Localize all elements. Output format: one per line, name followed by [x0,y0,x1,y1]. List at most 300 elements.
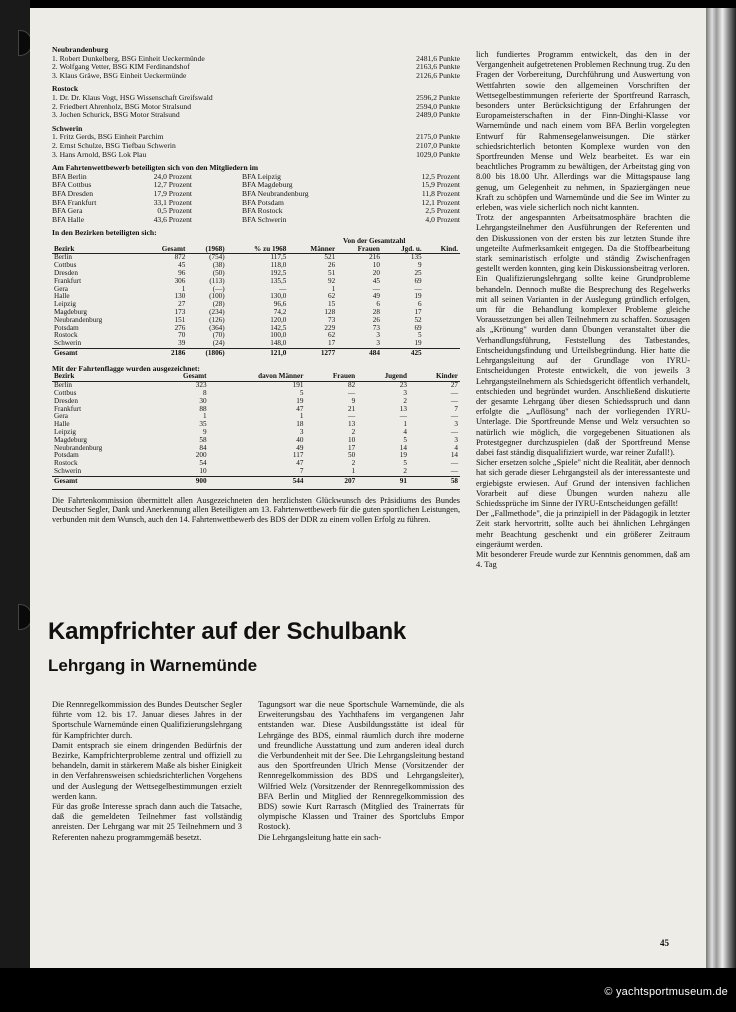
table-cell: 26 [372,315,380,324]
table-cell: — [347,389,356,398]
total-cell: 900 [154,476,208,485]
total-row [52,349,460,358]
results-section [52,46,460,533]
table-row [52,437,460,445]
table-cell: 521 [324,253,336,262]
result-points: 2175,0 Punkte [416,132,460,142]
table-cell: 35 [199,420,207,429]
table-cell: 128 [324,308,336,317]
table-cell: 9 [418,261,422,270]
bfa-name: BFA Schwerin [242,214,287,224]
table-cell: 142,5 [270,323,287,332]
table-cell [424,262,460,270]
table-cell: 19 [399,451,407,460]
bfa-name: BFA Potsdam [242,197,284,207]
column-header: davon Männer [209,373,306,381]
total-cell [424,349,460,358]
bfa-percent: 2,5 Prozent [425,206,460,216]
table-row [52,460,460,468]
total-row [52,476,460,485]
result-points: 2594,0 Punkte [416,101,460,111]
table-row [52,293,460,301]
table-cell: 323 [195,381,207,390]
bfa-participation-list [52,173,460,225]
table-cell: Frankfurt [54,404,82,413]
total-cell: 425 [382,349,424,358]
total-cell: 207 [305,476,357,485]
table-cell: Schwerin [54,466,82,475]
result-points: 2596,2 Punkte [416,92,460,102]
table-cell: 62 [328,292,336,301]
table-cell: (24) [212,339,225,348]
bfa-percent: 11,8 Prozent [421,188,460,198]
total-cell: 2186 [141,349,188,358]
table-cell [424,270,460,278]
table-cell: 3 [299,428,304,436]
result-points: 1029,0 Punkte [416,149,460,159]
table-row [52,382,460,390]
table-cell: 3 [454,435,458,444]
table-cell: 39 [178,339,186,348]
table-cell: (38) [212,261,225,270]
table-cell [424,325,460,333]
table-cell [424,278,460,286]
table-row [52,325,460,333]
bfa-name: BFA Rostock [242,206,283,216]
table-cell: Rostock [54,459,78,468]
result-points: 2163,6 Punkte [416,62,460,72]
table-cell [424,317,460,325]
bfa-title: Am Fahrtenwettbewerb beteiligten sich von den Mitgliedern im [52,163,259,173]
total-cell: 544 [209,476,306,485]
table-cell: 13 [399,404,407,413]
table-cell: (126) [209,315,225,324]
spacer [192,216,242,225]
bfa-row [52,216,460,225]
table-cell [424,301,460,309]
table-cell: 45 [178,261,186,270]
table-cell: 49 [296,443,304,452]
column-header: Frauen [337,246,382,254]
table-cell: 51 [328,269,336,278]
table-cell [424,332,460,340]
table-cell: Leipzig [54,428,76,436]
result-name: 3. Klaus Gräwe, BSG Einheit Ueckermünde [52,70,187,80]
result-points: 2107,0 Punkte [416,140,460,150]
table-cell: 69 [414,323,422,332]
table-cell: 27 [178,300,186,309]
table-cell: 84 [199,443,207,452]
table-cell: 7 [299,466,304,475]
table-cell: 9 [202,428,207,436]
column-header: (1968) [187,246,226,254]
table-cell: — [279,284,287,293]
result-name: 3. Jochen Schurick, BSG Motor Stralsund [52,110,180,120]
table-cell: 151 [174,315,186,324]
result-name: 1. Robert Dunkelberg, BSG Einheit Ueckermünde [52,53,205,63]
result-points: 2126,6 Punkte [416,70,460,80]
table-cell: — [450,396,458,405]
table-cell: 5 [403,459,407,468]
bfa-percent: 12,7 Prozent [153,180,192,190]
table-cell: 3 [376,339,380,348]
table-cell: (754) [209,253,225,262]
result-points: 2481,6 Punkte [416,53,460,63]
bfa-name: BFA Halle [52,214,85,224]
table-cell: 82 [347,381,356,390]
table-row [52,445,460,453]
table-rule [52,489,460,490]
table1-superheader: Von der Gesamtzahl [343,236,406,245]
bfa-percent: 12,1 Prozent [421,197,460,207]
table-cell: 47 [296,459,304,468]
table-row [52,429,460,437]
bfa-percent: 15,9 Prozent [421,180,460,190]
column-header: Männer [288,246,337,254]
paragraph: Trotz der angespannten Arbeitsatmosphäre brachten die Lehrgangsteilnehmer den Ausführungen der Referenten und den Diskussionen von der ersten bis zur letzten Stunde ihre ungeteilte Aufmerksamkeit entgegen. Da die Stoffbearbeitung stark seminaristisch erfolgte und ständig Zwischenfragen gestellt werden konnten, ging kein Diskussionsbeitrag verloren. [476,213,690,274]
table-cell: 5 [299,389,304,398]
column-header: Jgd. u. [382,246,424,254]
column-header: Bezirk [52,246,141,254]
column-header: % zu 1968 [227,246,289,254]
table-cell: 17 [328,339,336,348]
table-row [52,421,460,429]
bfa-percent: 17,9 Prozent [153,188,192,198]
table-cell: 88 [199,404,207,413]
table-cell: Neubrandenburg [54,443,103,452]
bfa-name: BFA Frankfurt [52,197,97,207]
table-row [52,254,460,262]
paragraph: Für das große Interesse sprach dann auch die Tatsache, daß die gemeldeten Teilnehmer fast vollständig anreisten. Der Lehrgang war mit 25 Teilnehmern und 3 Referenten nahezu programmgemäß besetzt. [52,802,242,842]
spacer [192,190,242,199]
table-cell: 45 [372,276,380,285]
paragraph: Der „Fallmethode", die ja prinzipiell in der Pädagogik in letzter Zeit stark hervortritt, sollte auch bei ähnlichen Lehrgängen mehr Beachtung geschenkt und ein größerer Zeitraum eingeräumt werden. [476,509,690,549]
table-cell: Berlin [54,381,72,390]
total-cell: Gesamt [52,349,141,358]
column-header: Bezirk [52,373,154,381]
paragraph: lich fundiertes Programm entwickelt, das den in der Vergangenheit aufgetretenen Problemen Rechnung trug. Zu den Fragen der Vorbereitung, Durchführung und Auswertung von Wettfahrten sowie den allgemeinen Vorschriften der Wettsegelbestimmungen referierte der Sportfreund Rarrasch, besonders unter Berücksichtigung der Erfahrungen der Europameisterschaften in der Finn-Dinghi-Klasse vor Warnemünde und nach einem vom BFA Berlin vorgelegten Entwurf für Rahmensegelanweisungen. Die stärker schiedsrichterlich betonten Komplexe wurden von den Sportfreunden Mense und Welz bearbeitet. Es war ein beachtliches Programm zu bewältigen, der Arbeitstag ging von 8.00 bis 18.00 Uhr. Allerdings war die Mittagspause lang genug, um Gelegenheit zu nehmen, in Spaziergängen neue Kraft zu schöpfen und Warnemünde und die See im Winter zu erleben, was viele sicherlich noch nicht kannten. [476,50,690,213]
column-header: Gesamt [141,246,188,254]
table-cell: 3 [403,389,407,398]
table-cell: 173 [174,308,186,317]
table-cell: Potsdam [54,451,79,460]
table-cell: 8 [202,389,207,398]
table-cell: Magdeburg [54,308,88,317]
table-cell: Leipzig [54,300,76,309]
table-cell: 73 [372,323,380,332]
table-cell: 148,0 [270,339,287,348]
table-cell: 52 [414,315,422,324]
table-cell: Magdeburg [54,435,88,444]
table-cell: — [450,412,458,421]
closing-paragraph: Die Fahrtenkommission übermittelt allen Ausgezeichneten den herzlichsten Glückwunsch des Präsidiums des Bundes Deutscher Segler, Dank und Anerkennung allen Beteiligten am 13. Fahrtenwettbewerb für die guten sportlichen Leistungen, verbunden mit dem Wunsch, auch den 14. Fahrtenwettbewerb des BDS der DDR zu einem vollen Erfolg zu führen. [52,495,460,524]
table-cell: (70) [212,331,225,340]
result-points: 2489,0 Punkte [416,110,460,120]
district-title: Neubrandenburg [52,45,109,54]
table-cell: 26 [328,261,336,270]
table-cell: 14 [450,451,458,460]
table-cell: 96,6 [273,300,287,309]
table-cell: 2 [351,459,356,468]
result-row [52,151,460,160]
bfa-name: BFA Gera [52,206,83,216]
column-header: Frauen [305,373,357,381]
column-header: Jugend [357,373,409,381]
table-cell: 5 [418,331,422,340]
table-cell: 40 [296,435,304,444]
table-cell: 10 [347,435,356,444]
table-cell: 306 [174,276,186,285]
table-cell: (113) [209,276,225,285]
table-row [52,309,460,317]
table-row [52,340,460,348]
column-header: Gesamt [154,373,208,381]
paragraph: Sicher ersetzen solche „Spiele" nicht die Realität, aber dennoch hat sich gerade dieser Lehrgangsteil als der interessanteste und ergiebigste erwiesen. Auf Grund der intensiven fachlichen Vorarbeit auf diese Übungen wurden nahezu alle Schiedssprüche im Sinne der IYRU-Entscheidungen gefällt! [476,458,690,508]
table-cell: 30 [199,396,207,405]
copyright-credit: © yachtsportmuseum.de [604,986,728,998]
table-cell: (100) [209,292,225,301]
table-cell: (364) [209,323,225,332]
table-cell: Halle [54,420,70,429]
flag-awards-table [52,373,460,485]
right-column-text [476,50,690,570]
table-cell: Gera [54,284,68,293]
table-cell: 19 [296,396,304,405]
table-cell: 118,0 [270,261,287,270]
districts-table [52,238,460,358]
bfa-name: BFA Leipzig [242,171,281,181]
table-cell: Dresden [54,269,78,278]
table-cell: 100,0 [270,331,287,340]
table-cell: 50 [347,451,356,460]
table-cell: 17 [347,443,356,452]
total-cell: 484 [337,349,382,358]
result-name: 2. Ernst Schulze, BSG Tiefbau Schwerin [52,140,176,150]
table-row [52,317,460,325]
table-cell: Schwerin [54,339,82,348]
table-cell: 20 [372,269,380,278]
table-row [52,413,460,421]
table-cell: — [450,466,458,475]
table-cell: Neubrandenburg [54,315,103,324]
table-cell: 3 [454,420,458,429]
table-cell: 192,5 [270,269,287,278]
table-cell: 872 [174,253,186,262]
table-cell: — [414,284,422,293]
total-cell: 58 [409,476,460,485]
table-row [52,301,460,309]
result-row [52,111,460,120]
table-cell: 25 [414,269,422,278]
table-row [52,332,460,340]
table-cell: 10 [372,261,380,270]
result-name: 2. Friedbert Ahrenholz, BSG Motor Stralsund [52,101,191,111]
table-cell: Frankfurt [54,276,82,285]
table-cell: 2 [403,466,407,475]
bfa-name: BFA Cottbus [52,180,92,190]
table-cell: 15 [328,300,336,309]
table-row [52,398,460,406]
table-cell: Rostock [54,331,78,340]
table-cell: 191 [292,381,304,390]
table-cell: (28) [212,300,225,309]
district-title: Rostock [52,84,79,94]
table-cell: 73 [328,315,336,324]
table-cell: 19 [414,339,422,348]
table-cell: 2 [351,428,356,436]
table-cell: 276 [174,323,186,332]
table-cell: 117,5 [270,253,287,262]
result-name: 1. Fritz Gerds, BSG Einheit Parchim [52,132,164,142]
table-cell: — [372,284,380,293]
table-cell [424,254,460,262]
table-cell: 13 [347,420,356,429]
table-cell: 1 [403,420,407,429]
table-cell [424,286,460,294]
table-cell: 54 [199,459,207,468]
paragraph: Die Rennregelkommission des Bundes Deutscher Segler führte vom 12. bis 17. Januar dieses Jahres in der Sportschule Warnemünde einen Qualifizierungslehrgang für Kampfrichter durch. [52,700,242,740]
table-cell: 120,0 [270,315,287,324]
magazine-page [30,8,706,968]
table-cell: 21 [347,404,356,413]
table-cell: 130,0 [270,292,287,301]
table-row [52,452,460,460]
table-cell: 1 [351,466,356,475]
table1-title: In den Bezirken beteiligten sich: [52,228,157,238]
page-number: 45 [660,938,669,948]
table-cell: 18 [296,420,304,429]
table-cell: 135 [410,253,422,262]
table-cell: 62 [328,331,336,340]
table-cell [424,340,460,348]
table-cell: 74,2 [273,308,287,317]
table-cell: 69 [414,276,422,285]
district-title: Schwerin [52,123,83,133]
table-cell: 2 [403,396,407,405]
column-header: Kinder [409,373,460,381]
result-name: 3. Hans Arnold, BSG Lok Plau [52,149,147,159]
table-cell: 7 [454,404,458,413]
table-cell: 4 [454,443,458,452]
paragraph: Damit entsprach sie einem dringenden Bedürfnis der Bezirke, Kampfrichterprobleme zentral und offiziell zu behandeln, damit in stärkerem Maße als bisher Einigkeit in den Verfahrensweisen schiedsrichterlichen Vorgehens und der Auslegung der Wettsegelbestimmungen erzielt werden kann. [52,740,242,801]
book-spine [0,0,30,1012]
article-headline: Kampfrichter auf der Schulbank [48,618,407,645]
table-cell: 14 [399,443,407,452]
table-cell: — [450,459,458,468]
table-cell: 6 [376,300,380,309]
table-cell: — [399,412,407,421]
table-cell: 92 [328,276,336,285]
table-cell: 1 [299,412,304,421]
table-cell: — [450,428,458,436]
bfa-percent: 0,5 Prozent [157,206,192,216]
article-column-2 [258,700,464,843]
table-row [52,406,460,414]
table-cell: 130 [174,292,186,301]
table-cell: (—) [212,284,225,293]
table-cell: 6 [418,300,422,309]
bfa-percent: 4,0 Prozent [425,214,460,224]
table-cell: 3 [376,331,380,340]
spacer [192,199,242,208]
paragraph: Die Lehrgangsleitung hatte ein sach- [258,832,382,842]
table-cell: (234) [209,308,225,317]
column-header: Kind. [424,246,460,254]
table-cell: Gera [54,412,68,421]
table-cell: 47 [296,404,304,413]
table-cell: 17 [414,308,422,317]
table-cell: Potsdam [54,323,79,332]
total-cell: 91 [357,476,409,485]
table-cell: Cottbus [54,261,77,270]
table-cell: (50) [212,269,225,278]
table-cell: Cottbus [54,389,77,398]
table-cell: 70 [178,331,186,340]
table-cell: — [450,389,458,398]
bfa-percent: 43,6 Prozent [153,214,192,224]
table-row [52,278,460,286]
table-cell: Dresden [54,396,78,405]
table-cell: 200 [195,451,207,460]
bfa-percent: 24,0 Prozent [153,171,192,181]
table-cell: 58 [199,435,207,444]
table-row [52,262,460,270]
paragraph: Mit besonderer Freude wurde zur Kenntnis genommen, daß am 4. Tag [476,549,690,570]
bfa-name: BFA Berlin [52,171,87,181]
result-name: 1. Dr. Dr. Klaus Vogt, HSG Wissenschaft Greifswald [52,92,213,102]
table-cell: Berlin [54,253,72,262]
table2-title: Mit der Fahrtenflagge wurden ausgezeichnet: [52,363,200,373]
table-cell: 229 [324,323,336,332]
total-cell: 121,0 [227,349,289,358]
table-row [52,286,460,294]
table-cell: 10 [199,466,207,475]
total-cell: (1806) [187,349,226,358]
total-cell: Gesamt [52,476,154,485]
result-name: 2. Wolfgang Vetter, BSG KIM Ferdinandshof [52,62,190,72]
table-cell [424,309,460,317]
article-subheadline: Lehrgang in Warnemünde [48,656,258,675]
table-cell: 27 [450,381,458,390]
bfa-percent: 33,1 Prozent [153,197,192,207]
table-cell [424,293,460,301]
table-cell: 135,5 [270,276,287,285]
table-cell: 117 [292,451,304,460]
table-cell: 23 [399,381,407,390]
bfa-name: BFA Magdeburg [242,180,293,190]
page-edge-stack [706,8,736,968]
article-column-1 [52,700,242,843]
bfa-name: BFA Neubrandenburg [242,188,309,198]
table-cell: 9 [351,396,356,405]
table-cell: 5 [403,435,407,444]
result-row [52,72,460,81]
paragraph: Tagungsort war die neue Sportschule Warnemünde, die als Erweiterungsbau des Yachthafens im vergangenen Jahr entstanden war. Diese Ausbildungsstätte ist ideal für Lehrgänge des BDS, einmal räumlich durch ihre moderne und freundliche Ausstattung und zum anderen ideal durch die Verbundenheit mit der See. Die Lehrgangsleitung bestand aus den Sportfreunden Ulrich Mense (Vorsitzender der Rennregelkommission des BDS und Lehrgangsleiter), Wilfried Welz (Vorsitzender der Rennregelkommission des BFA Berlin und Mitglied der Rennregelkommission des BDS) sowie Kurt Rarrasch (Mitglied des Trainerrats für olympische Klassen und Trainer des Sportclubs Empor Rostock). [258,700,464,832]
table-cell: Halle [54,292,70,301]
total-cell: 1277 [288,349,337,358]
table-cell: 1 [202,412,207,421]
table-cell: 96 [178,269,186,278]
bfa-percent: 12,5 Prozent [421,171,460,181]
district-results [52,46,460,159]
spacer [192,181,242,190]
table-cell: 216 [369,253,380,262]
spacer [192,173,242,182]
bfa-name: BFA Dresden [52,188,93,198]
table-cell: 1 [181,284,186,293]
spacer [192,207,242,216]
table-cell: 28 [372,308,380,317]
